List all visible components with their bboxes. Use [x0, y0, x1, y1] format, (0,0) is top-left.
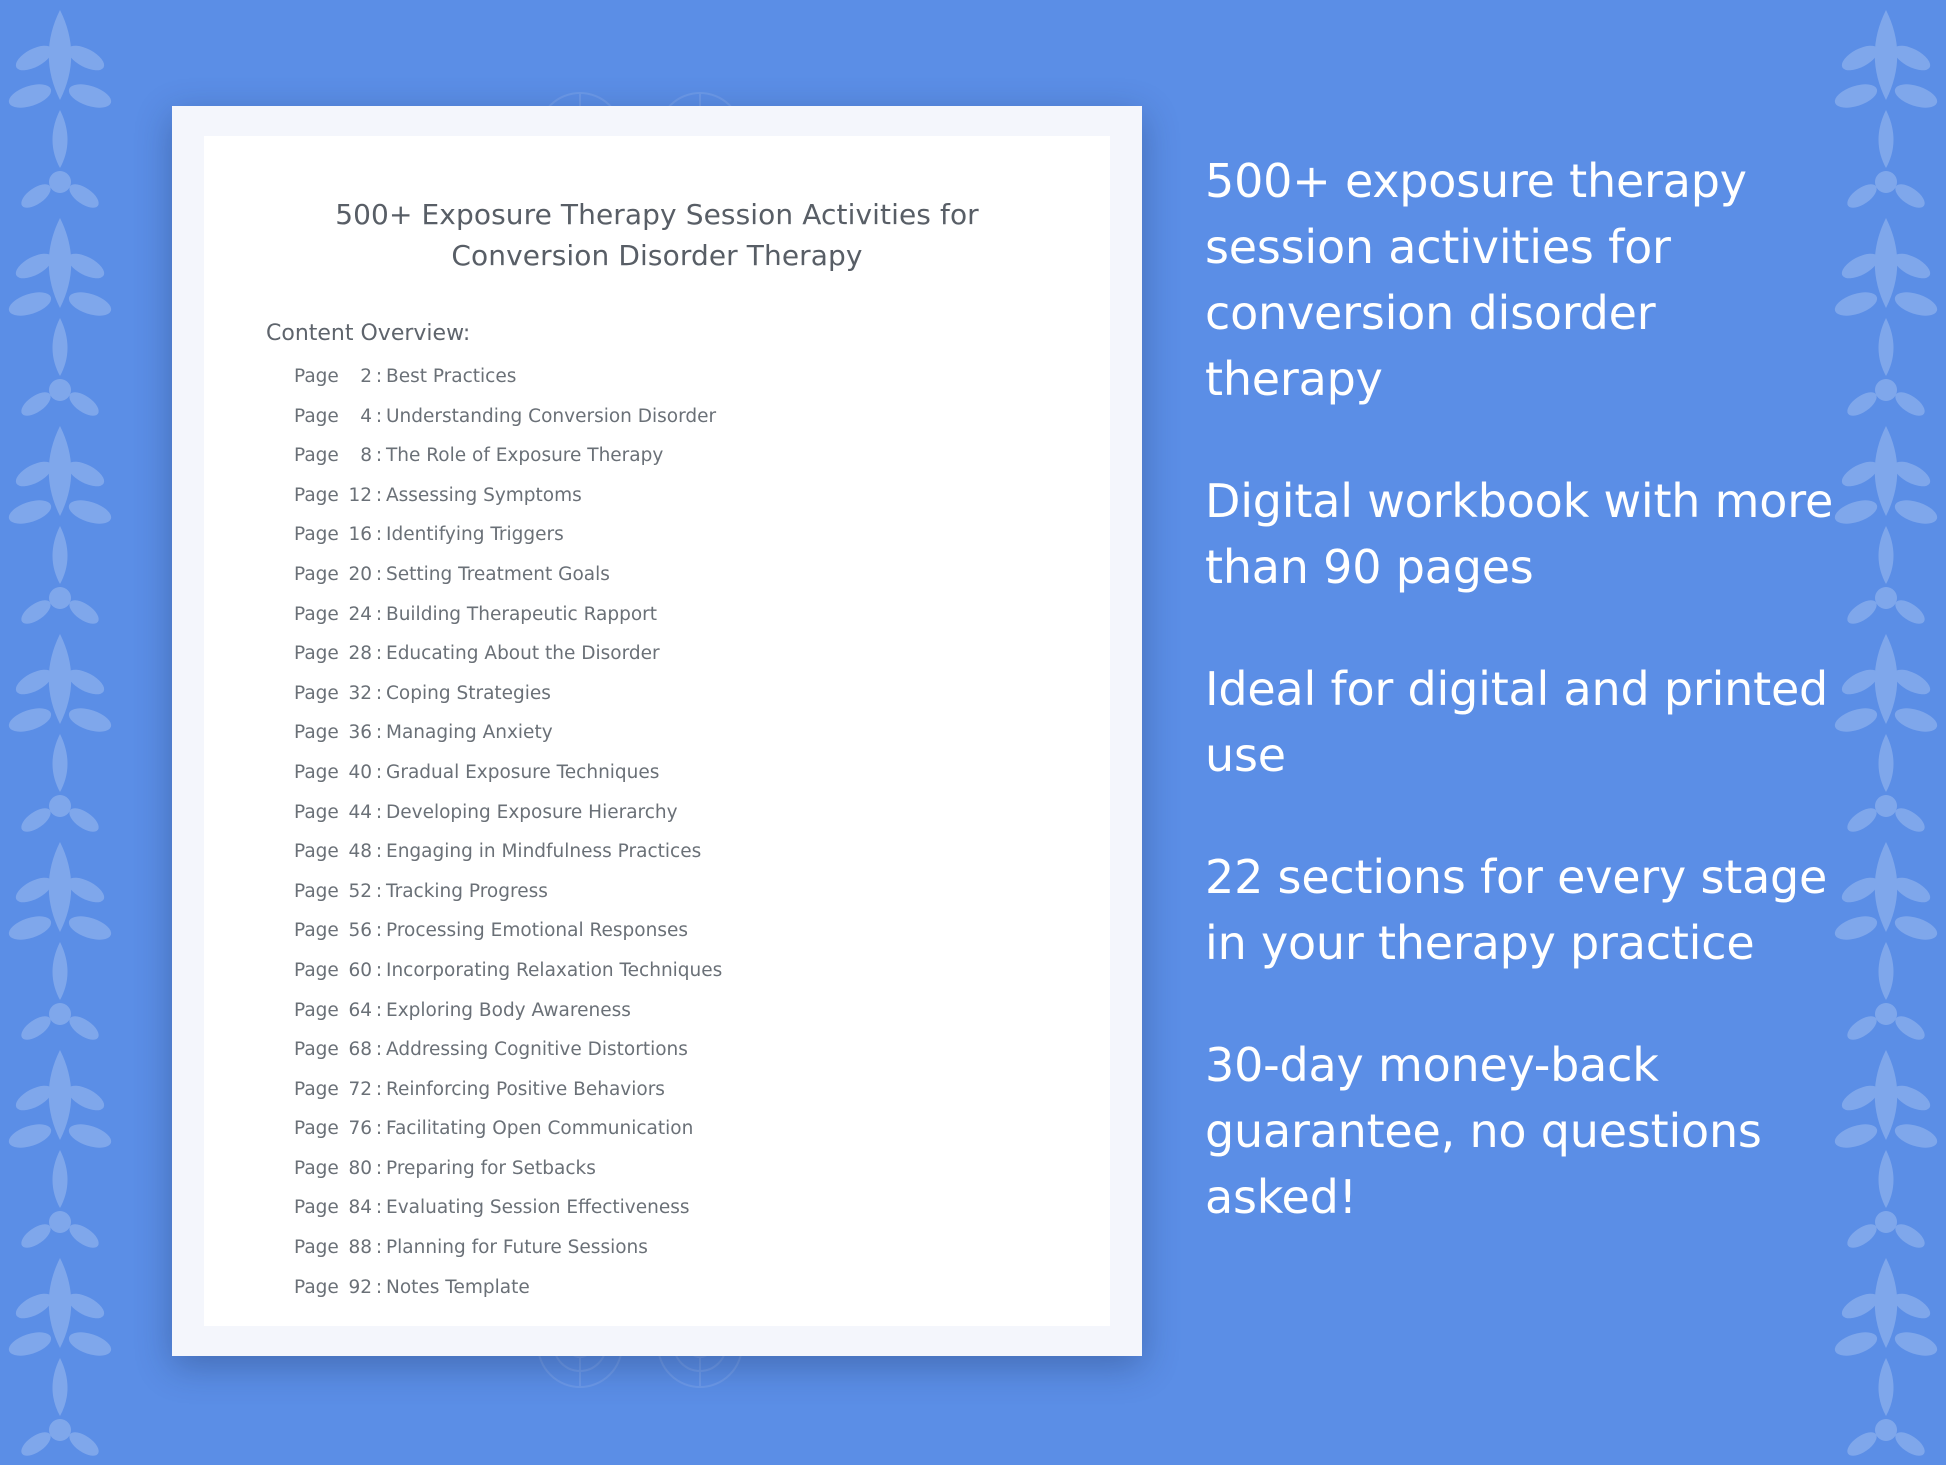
table-of-contents [294, 366, 1054, 1316]
toc-entry-title: Facilitating Open Communication [386, 1118, 694, 1140]
toc-page-word: Page [294, 405, 339, 427]
toc-page-number: 44 [348, 801, 372, 823]
toc-entry-title: Developing Exposure Hierarchy [386, 801, 678, 823]
toc-page-number: 84 [348, 1197, 372, 1219]
toc-row [294, 564, 1054, 604]
marketing-block-4: 22 sections for every stage in your therapy practice [1205, 850, 1828, 970]
toc-page-word: Page [294, 1197, 339, 1219]
toc-row [294, 366, 1054, 406]
toc-page-number: 2 [360, 366, 372, 387]
toc-separator: : [375, 761, 383, 783]
toc-entry-title: Identifying Triggers [386, 524, 564, 546]
toc-separator: : [375, 643, 383, 665]
document-title: 500+ Exposure Therapy Session Activities for Conversion Disorder Therapy [335, 198, 979, 272]
toc-separator: : [375, 1237, 383, 1259]
toc-separator: : [375, 880, 383, 902]
toc-row [294, 1079, 1054, 1119]
toc-separator: : [375, 1118, 383, 1140]
toc-page-number: 88 [348, 1237, 372, 1259]
toc-page-number: 16 [348, 524, 372, 546]
toc-row [294, 1197, 1054, 1237]
toc-page-word: Page [294, 959, 339, 981]
toc-separator: : [375, 484, 383, 506]
toc-page-word: Page [294, 920, 339, 942]
toc-separator: : [375, 445, 383, 467]
toc-row [294, 1158, 1054, 1198]
toc-row [294, 1118, 1054, 1158]
toc-page-number: 4 [360, 405, 372, 427]
toc-page-word: Page [294, 366, 339, 387]
toc-entry-title: Tracking Progress [386, 880, 548, 902]
toc-separator: : [375, 1078, 383, 1100]
toc-page-number: 60 [348, 959, 372, 981]
toc-page-number: 8 [360, 445, 372, 467]
toc-page-word: Page [294, 484, 339, 506]
toc-separator: : [375, 801, 383, 823]
document-preview [172, 106, 1142, 1356]
toc-page-number: 68 [348, 1039, 372, 1061]
marketing-block-1: 500+ exposure therapy session activities for conversion disorder therapy [1205, 154, 1747, 406]
toc-entry-title: Building Therapeutic Rapport [386, 603, 658, 625]
toc-page-word: Page [294, 563, 339, 585]
toc-separator: : [375, 722, 383, 744]
toc-page-number: 20 [348, 563, 372, 585]
toc-page-word: Page [294, 722, 339, 744]
toc-page-word: Page [294, 445, 339, 467]
toc-entry-title: Preparing for Setbacks [386, 1157, 596, 1179]
toc-row [294, 406, 1054, 446]
toc-separator: : [375, 682, 383, 704]
marketing-block-5: 30-day money-back guarantee, no questions asked! [1205, 1038, 1762, 1224]
toc-page-word: Page [294, 1237, 339, 1259]
toc-page-word: Page [294, 1039, 339, 1061]
toc-row [294, 881, 1054, 921]
toc-separator: : [375, 841, 383, 863]
toc-separator: : [375, 959, 383, 981]
toc-page-word: Page [294, 880, 339, 902]
toc-row [294, 1039, 1054, 1079]
toc-page-word: Page [294, 801, 339, 823]
toc-page-word: Page [294, 761, 339, 783]
toc-page-number: 24 [348, 603, 372, 625]
toc-page-word: Page [294, 1276, 339, 1298]
toc-separator: : [375, 1039, 383, 1061]
toc-entry-title: Evaluating Session Effectiveness [386, 1197, 690, 1219]
toc-row [294, 960, 1054, 1000]
toc-page-word: Page [294, 1078, 339, 1100]
page-sheet-inner [204, 136, 1110, 1326]
toc-entry-title: Notes Template [386, 1276, 530, 1298]
toc-entry-title: Planning for Future Sessions [386, 1237, 648, 1259]
toc-page-number: 80 [348, 1157, 372, 1179]
toc-page-number: 64 [348, 999, 372, 1021]
marketing-block-3: Ideal for digital and printed use [1205, 662, 1829, 782]
toc-row [294, 1237, 1054, 1277]
toc-entry-title: Gradual Exposure Techniques [386, 761, 660, 783]
toc-row [294, 802, 1054, 842]
toc-row [294, 683, 1054, 723]
toc-separator: : [375, 999, 383, 1021]
toc-separator: : [375, 405, 383, 427]
content-overview-label: Content Overview: [266, 321, 471, 346]
toc-row [294, 841, 1054, 881]
toc-page-word: Page [294, 1118, 339, 1140]
toc-entry-title: Engaging in Mindfulness Practices [386, 841, 702, 863]
toc-row [294, 1277, 1054, 1317]
toc-page-number: 76 [348, 1118, 372, 1140]
toc-entry-title: Managing Anxiety [386, 722, 553, 744]
toc-entry-title: Incorporating Relaxation Techniques [386, 959, 723, 981]
toc-page-number: 48 [348, 841, 372, 863]
toc-separator: : [375, 366, 383, 387]
toc-page-number: 36 [348, 722, 372, 744]
toc-page-number: 52 [348, 880, 372, 902]
toc-separator: : [375, 563, 383, 585]
toc-page-number: 72 [348, 1078, 372, 1100]
toc-row [294, 722, 1054, 762]
toc-page-word: Page [294, 1157, 339, 1179]
toc-page-number: 28 [348, 643, 372, 665]
toc-separator: : [375, 920, 383, 942]
toc-entry-title: Processing Emotional Responses [386, 920, 688, 942]
toc-page-word: Page [294, 603, 339, 625]
toc-page-number: 12 [348, 484, 372, 506]
toc-entry-title: The Role of Exposure Therapy [386, 445, 664, 467]
toc-entry-title: Educating About the Disorder [386, 643, 660, 665]
toc-separator: : [375, 603, 383, 625]
marketing-block-2: Digital workbook with more than 90 pages [1205, 474, 1834, 594]
toc-entry-title: Exploring Body Awareness [386, 999, 631, 1021]
toc-entry-title: Best Practices [386, 366, 517, 387]
toc-row [294, 762, 1054, 802]
toc-row [294, 604, 1054, 644]
toc-entry-title: Reinforcing Positive Behaviors [386, 1078, 665, 1100]
toc-row [294, 920, 1054, 960]
page-sheet-outer [172, 106, 1142, 1356]
toc-page-word: Page [294, 643, 339, 665]
floral-border-left [0, 0, 120, 1460]
toc-row [294, 485, 1054, 525]
toc-page-number: 40 [348, 761, 372, 783]
toc-entry-title: Assessing Symptoms [386, 484, 582, 506]
toc-page-word: Page [294, 682, 339, 704]
toc-page-word: Page [294, 524, 339, 546]
toc-row [294, 445, 1054, 485]
toc-row [294, 1000, 1054, 1040]
toc-separator: : [375, 1197, 383, 1219]
toc-separator: : [375, 1276, 383, 1298]
toc-page-number: 56 [348, 920, 372, 942]
toc-entry-title: Understanding Conversion Disorder [386, 405, 717, 427]
toc-entry-title: Setting Treatment Goals [386, 563, 610, 585]
marketing-copy [1205, 148, 1845, 1230]
toc-page-number: 92 [348, 1276, 372, 1298]
toc-page-number: 32 [348, 682, 372, 704]
toc-separator: : [375, 1157, 383, 1179]
toc-separator: : [375, 524, 383, 546]
toc-page-word: Page [294, 841, 339, 863]
toc-page-word: Page [294, 999, 339, 1021]
toc-entry-title: Addressing Cognitive Distortions [386, 1039, 688, 1061]
toc-entry-title: Coping Strategies [386, 682, 551, 704]
toc-row [294, 524, 1054, 564]
toc-row [294, 643, 1054, 683]
